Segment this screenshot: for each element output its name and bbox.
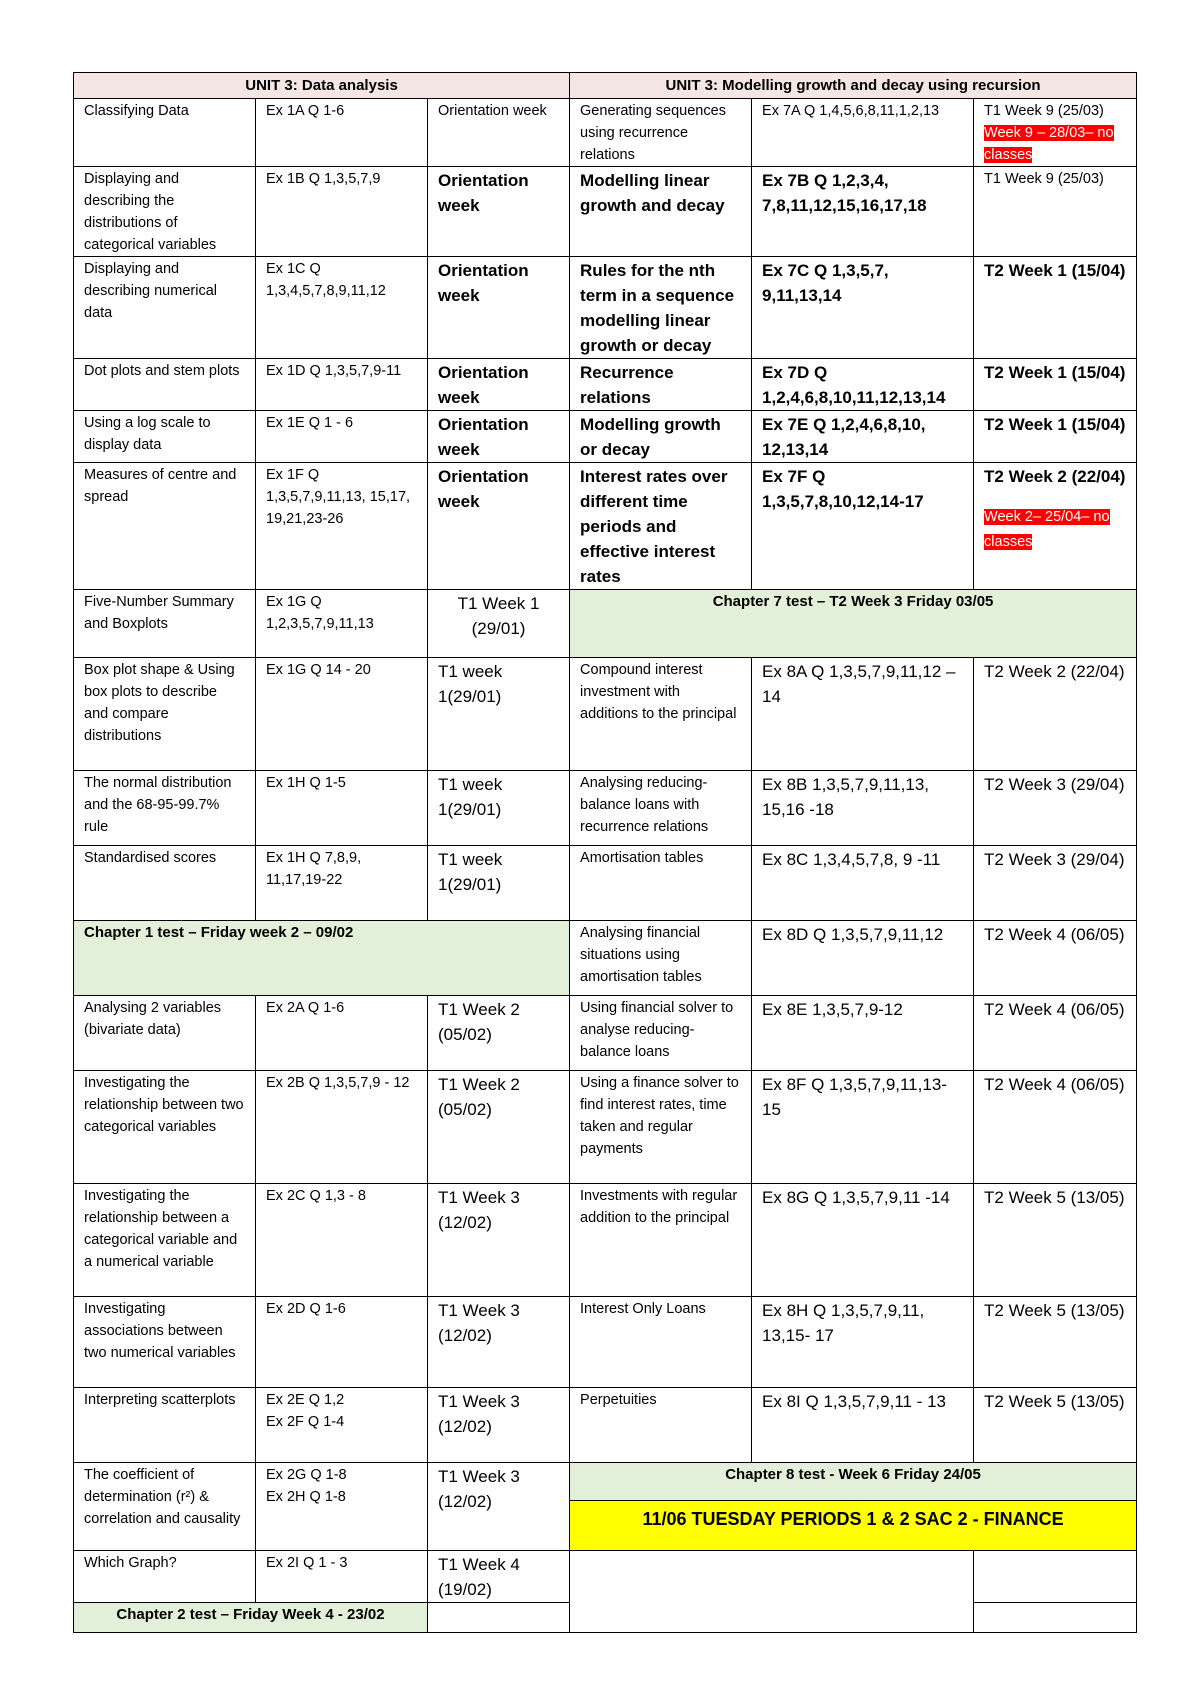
exercise-cell: Ex 1H Q 1-5 xyxy=(256,771,428,846)
table-row xyxy=(74,771,1137,846)
exercise-cell: Ex 7A Q 1,4,5,6,8,11,1,2,13 xyxy=(752,99,974,167)
week-cell: T1 Week 1 (29/01) xyxy=(428,590,570,658)
topic-cell: Modelling growth or decay xyxy=(570,411,752,463)
exercise-text: Ex 2F Q 1-4 xyxy=(266,1414,345,1430)
week-cell: T2 Week 4 (06/05) xyxy=(974,921,1137,996)
topic-cell: Displaying and describing numerical data xyxy=(74,257,256,359)
week-cell: T2 Week 5 (13/05) xyxy=(974,1388,1137,1463)
no-classes-alert: Week 2– 25/04– no classes xyxy=(984,509,1110,550)
week-text: T1 Week 9 (25/03) xyxy=(984,103,1104,119)
topic-cell: Five-Number Summary and Boxplots xyxy=(74,590,256,658)
topic-cell: Rules for the nth term in a sequence modelling linear growth or decay xyxy=(570,257,752,359)
topic-cell: Displaying and describing the distributions of categorical variables xyxy=(74,167,256,257)
exercise-cell: Ex 8C 1,3,4,5,7,8, 9 -11 xyxy=(752,846,974,921)
week-cell: T2 Week 1 (15/04) xyxy=(974,359,1137,411)
week-cell: T2 Week 5 (13/05) xyxy=(974,1297,1137,1388)
week-cell: T1 Week 3 (12/02) xyxy=(428,1297,570,1388)
week-cell: T1 Week 9 (25/03) xyxy=(974,167,1137,257)
week-cell: T1 Week 3 (12/02) xyxy=(428,1184,570,1297)
week-cell: Orientation week xyxy=(428,99,570,167)
week-cell: T2 Week 4 (06/05) xyxy=(974,996,1137,1071)
week-cell: T1 Week 4 (19/02) xyxy=(428,1551,570,1603)
topic-cell: Using financial solver to analyse reducing-balance loans xyxy=(570,996,752,1071)
exercise-cell: Ex 7E Q 1,2,4,6,8,10, 12,13,14 xyxy=(752,411,974,463)
week-cell: T1 week 1(29/01) xyxy=(428,658,570,771)
topic-cell: Investments with regular addition to the principal xyxy=(570,1184,752,1297)
topic-cell: Classifying Data xyxy=(74,99,256,167)
week-cell: T2 Week 1 (15/04) xyxy=(974,257,1137,359)
sac-2-finance-banner: 11/06 TUESDAY PERIODS 1 & 2 SAC 2 - FINANCE xyxy=(570,1501,1137,1551)
chapter-2-test-banner: Chapter 2 test – Friday Week 4 - 23/02 xyxy=(74,1603,428,1633)
chapter-7-test-banner: Chapter 7 test – T2 Week 3 Friday 03/05 xyxy=(570,590,1137,658)
table-row xyxy=(74,1071,1137,1184)
exercise-cell: Ex 1E Q 1 - 6 xyxy=(256,411,428,463)
table-row xyxy=(74,1297,1137,1388)
week-text: T2 Week 2 (22/04) xyxy=(984,467,1126,486)
topic-cell: Compound interest investment with additions to the principal xyxy=(570,658,752,771)
topic-cell: Analysing reducing-balance loans with recurrence relations xyxy=(570,771,752,846)
exercise-cell xyxy=(256,1388,428,1463)
topic-cell: Amortisation tables xyxy=(570,846,752,921)
exercise-cell: Ex 2D Q 1-6 xyxy=(256,1297,428,1388)
table-row xyxy=(74,658,1137,771)
unit3-data-analysis-header: UNIT 3: Data analysis xyxy=(74,73,570,99)
exercise-cell: Ex 2A Q 1-6 xyxy=(256,996,428,1071)
table-row xyxy=(74,411,1137,463)
topic-cell: Investigating associations between two numerical variables xyxy=(74,1297,256,1388)
exercise-cell: Ex 2B Q 1,3,5,7,9 - 12 xyxy=(256,1071,428,1184)
exercise-cell: Ex 8B 1,3,5,7,9,11,13, 15,16 -18 xyxy=(752,771,974,846)
table-row xyxy=(74,1184,1137,1297)
week-cell: T2 Week 3 (29/04) xyxy=(974,846,1137,921)
table-row xyxy=(74,996,1137,1071)
exercise-cell: Ex 8E 1,3,5,7,9-12 xyxy=(752,996,974,1071)
exercise-cell: Ex 1B Q 1,3,5,7,9 xyxy=(256,167,428,257)
week-cell: T1 Week 3 (12/02) xyxy=(428,1388,570,1463)
empty-cell xyxy=(570,1551,974,1633)
topic-cell: Interest Only Loans xyxy=(570,1297,752,1388)
no-classes-alert: Week 9 – 28/03– no classes xyxy=(984,125,1114,163)
week-cell: T1 Week 2 (05/02) xyxy=(428,1071,570,1184)
exercise-cell: Ex 1A Q 1-6 xyxy=(256,99,428,167)
exercise-cell: Ex 7C Q 1,3,5,7, 9,11,13,14 xyxy=(752,257,974,359)
week-cell: Orientation week xyxy=(428,411,570,463)
exercise-cell xyxy=(256,1463,428,1551)
week-cell: T2 Week 2 (22/04) xyxy=(974,658,1137,771)
topic-cell: Which Graph? xyxy=(74,1551,256,1603)
topic-cell: Investigating the relationship between two categorical variables xyxy=(74,1071,256,1184)
exercise-cell: Ex 7B Q 1,2,3,4, 7,8,11,12,15,16,17,18 xyxy=(752,167,974,257)
week-cell: Orientation week xyxy=(428,167,570,257)
table-row xyxy=(74,1551,1137,1603)
table-row xyxy=(74,1463,1137,1501)
week-cell: T1 week 1(29/01) xyxy=(428,846,570,921)
topic-cell: Analysing 2 variables (bivariate data) xyxy=(74,996,256,1071)
week-cell: T2 Week 1 (15/04) xyxy=(974,411,1137,463)
exercise-text: Ex 2G Q 1-8 xyxy=(266,1467,347,1483)
empty-cell xyxy=(428,1603,570,1633)
exercise-text: Ex 2H Q 1-8 xyxy=(266,1489,346,1505)
week-cell: T1 Week 2 (05/02) xyxy=(428,996,570,1071)
topic-cell: Modelling linear growth and decay xyxy=(570,167,752,257)
table-row xyxy=(74,257,1137,359)
topic-cell: Standardised scores xyxy=(74,846,256,921)
topic-cell: Dot plots and stem plots xyxy=(74,359,256,411)
exercise-cell: Ex 8H Q 1,3,5,7,9,11, 13,15- 17 xyxy=(752,1297,974,1388)
exercise-cell: Ex 2I Q 1 - 3 xyxy=(256,1551,428,1603)
table-row xyxy=(74,463,1137,590)
topic-cell: Using a finance solver to find interest rates, time taken and regular payments xyxy=(570,1071,752,1184)
exercise-cell: Ex 7F Q 1,3,5,7,8,10,12,14-17 xyxy=(752,463,974,590)
week-cell: T1 Week 3 (12/02) xyxy=(428,1463,570,1551)
table-row xyxy=(74,846,1137,921)
topic-cell: Perpetuities xyxy=(570,1388,752,1463)
topic-cell: Investigating the relationship between a categorical variable and a numerical variable xyxy=(74,1184,256,1297)
topic-cell: Generating sequences using recurrence relations xyxy=(570,99,752,167)
exercise-cell: Ex 8G Q 1,3,5,7,9,11 -14 xyxy=(752,1184,974,1297)
table-row xyxy=(74,590,1137,658)
exercise-cell: Ex 1C Q 1,3,4,5,7,8,9,11,12 xyxy=(256,257,428,359)
week-cell: Orientation week xyxy=(428,359,570,411)
week-cell: T2 Week 4 (06/05) xyxy=(974,1071,1137,1184)
table-row xyxy=(74,99,1137,167)
table-row xyxy=(74,167,1137,257)
exercise-cell: Ex 8D Q 1,3,5,7,9,11,12 xyxy=(752,921,974,996)
topic-cell: Using a log scale to display data xyxy=(74,411,256,463)
topic-cell: Recurrence relations xyxy=(570,359,752,411)
schedule-table xyxy=(73,72,1137,1633)
exercise-cell: Ex 2C Q 1,3 - 8 xyxy=(256,1184,428,1297)
exercise-cell: Ex 1H Q 7,8,9, 11,17,19-22 xyxy=(256,846,428,921)
exercise-cell: Ex 8A Q 1,3,5,7,9,11,12 – 14 xyxy=(752,658,974,771)
table-row xyxy=(74,1388,1137,1463)
exercise-cell: Ex 8I Q 1,3,5,7,9,11 - 13 xyxy=(752,1388,974,1463)
chapter-8-test-banner: Chapter 8 test - Week 6 Friday 24/05 xyxy=(570,1463,1137,1501)
exercise-cell: Ex 1D Q 1,3,5,7,9-11 xyxy=(256,359,428,411)
table-row xyxy=(74,359,1137,411)
exercise-cell: Ex 1G Q 14 - 20 xyxy=(256,658,428,771)
table-row xyxy=(74,921,1137,996)
topic-cell: Analysing financial situations using amortisation tables xyxy=(570,921,752,996)
exercise-cell: Ex 1G Q 1,2,3,5,7,9,11,13 xyxy=(256,590,428,658)
unit3-modelling-header: UNIT 3: Modelling growth and decay using recursion xyxy=(570,73,1137,99)
week-cell: T1 week 1(29/01) xyxy=(428,771,570,846)
week-cell xyxy=(974,463,1137,590)
exercise-cell: Ex 8F Q 1,3,5,7,9,11,13-15 xyxy=(752,1071,974,1184)
chapter-1-test-banner: Chapter 1 test – Friday week 2 – 09/02 xyxy=(74,921,570,996)
empty-cell xyxy=(974,1551,1137,1603)
exercise-text: Ex 2E Q 1,2 xyxy=(266,1392,345,1408)
topic-cell: The normal distribution and the 68-95-99.7% rule xyxy=(74,771,256,846)
empty-cell xyxy=(974,1603,1137,1633)
week-cell: Orientation week xyxy=(428,257,570,359)
week-cell: T2 Week 3 (29/04) xyxy=(974,771,1137,846)
exercise-cell: Ex 7D Q 1,2,4,6,8,10,11,12,13,14 xyxy=(752,359,974,411)
topic-cell: Interpreting scatterplots xyxy=(74,1388,256,1463)
exercise-cell: Ex 1F Q 1,3,5,7,9,11,13, 15,17, 19,21,23-26 xyxy=(256,463,428,590)
week-cell: Orientation week xyxy=(428,463,570,590)
week-cell: T2 Week 5 (13/05) xyxy=(974,1184,1137,1297)
topic-cell: Measures of centre and spread xyxy=(74,463,256,590)
topic-cell: The coefficient of determination (r²) & correlation and causality xyxy=(74,1463,256,1551)
header-row xyxy=(74,73,1137,99)
topic-cell: Box plot shape & Using box plots to describe and compare distributions xyxy=(74,658,256,771)
topic-cell: Interest rates over different time periods and effective interest rates xyxy=(570,463,752,590)
week-cell xyxy=(974,99,1137,167)
